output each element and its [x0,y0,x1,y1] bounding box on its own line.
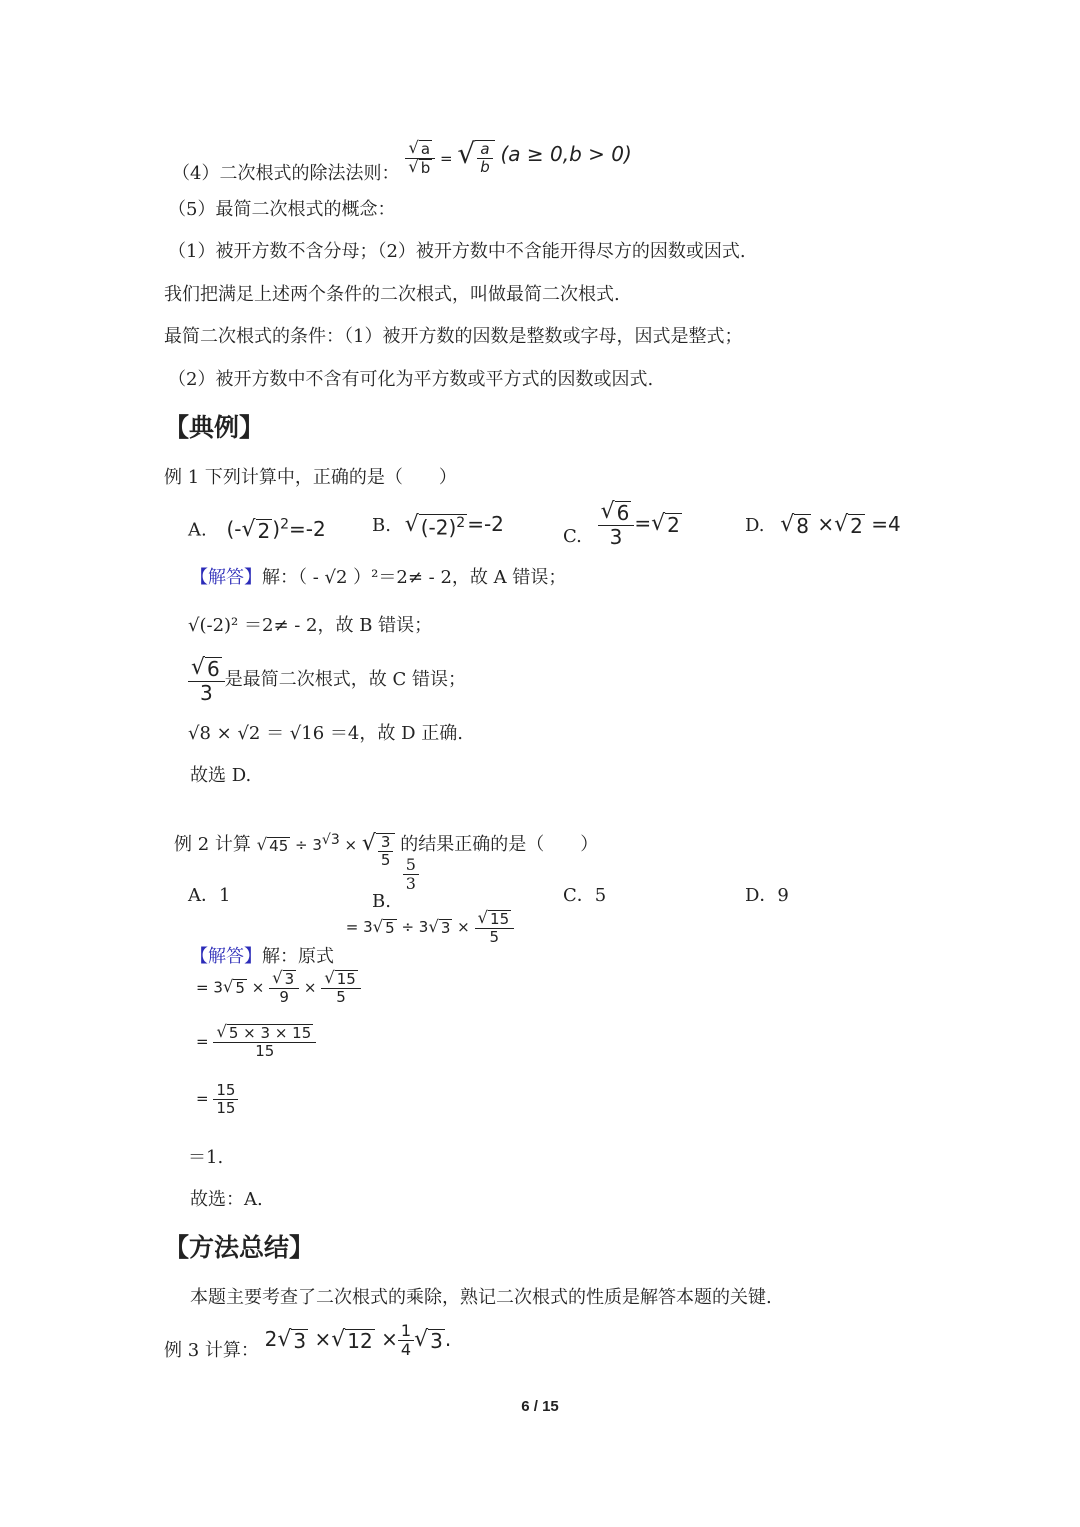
rule4-rhs-den: b [480,157,490,176]
ex1-question: 例 1 下列计算中，正确的是（ ） [164,467,457,488]
ex1-solution-line3: √ 6 3 是最简二次根式，故 C 错误； [188,656,466,706]
ex2-step4-num: 15 [213,1082,238,1100]
ex1-option-b: B. √ $(-2)^2$ =-2 [372,512,504,540]
ex2-question [174,800,599,869]
ex2-step2: = 3 √ 5 × √ 3 9 × √ 15 5 [196,970,361,1006]
ex1-option-a: A. (- √ 2 )$^2$=-2 [188,516,326,543]
ex2-option-b-num: 5 [403,856,419,875]
ex1-option-a-label: A. [188,519,207,541]
method-summary: 本题主要考查了二次根式的乘除，熟记二次根式的性质是解答本题的关键. [190,1287,772,1308]
heading-method: 【方法总结】 [164,1233,315,1262]
ex1-option-b-label: B. [372,515,391,536]
ex2-step3: = √ 5 × 3 × 15 15 [196,1024,316,1060]
ex2-step4: = $\frac{15}{15}$ [196,1082,238,1116]
ex2-step4-den: 15 [216,1098,236,1117]
ex1-solution-text1: 解：（ - √2 ）²＝2≠ - 2，故 A 错误； [262,567,567,588]
ex3-question [164,1322,451,1372]
rule4-prefix: （4）二次根式的除法法则： [172,163,400,184]
ex2-option-b-den: 3 [405,873,416,893]
ex1-solution-line1 [190,566,566,590]
ex2-choice: 故选：A. [190,1189,263,1210]
ex3-expression: 2 √ 3 × √ 12 × $\frac{1}{4}$ √ 3 . [264,1321,452,1359]
page-number: 6 / 15 [521,1398,559,1415]
ex1-option-d-label: D. [745,515,765,536]
ex2-option-a: A．1 [188,885,231,906]
ex2-question-suffix: 的结果正确的是（ ） [400,834,599,855]
ex1-solution-line2: √(-2)² ＝2≠ - 2，故 B 错误； [188,615,433,636]
rule5-requirement-1: 最简二次根式的条件：（1）被开方数的因数是整数或字母，因式是整式； [164,326,743,347]
rule4-condition: (a ≥ 0,b > 0) [500,142,632,166]
ex2-solution-label: 【解答】 [190,946,262,968]
ex1-option-c-label: C. [563,525,582,547]
ex2-option-b-label: B. [372,891,391,913]
rule4-lhs-den: b [420,159,431,178]
rule5-definition: 我们把满足上述两个条件的二次根式，叫做最简二次根式. [164,284,620,305]
ex2-step1: = 3 √ 5 ÷ 3 √ 3 × √ 15 5 [346,918,514,936]
rule4-lhs-num: a [420,140,431,158]
ex2-result: ＝1. [188,1147,224,1168]
ex1-solution-text3: 是最简二次根式，故 C 错误； [224,669,466,690]
ex1-solution-label: 【解答】 [190,567,262,588]
ex2-option-c: C．5 [563,885,607,906]
rule4-rhs-num: a [477,141,492,159]
ex2-question-prefix: 例 2 计算 [174,834,251,855]
heading-example: 【典例】 [164,413,265,442]
ex2-solution-intro: 解：原式 [262,946,334,968]
ex1-option-d: D. √ 8 × √ 2 =4 [745,512,901,538]
rule5-requirement-2: （2）被开方数中不含有可化为平方数或平方式的因数或因式. [168,369,654,390]
ex1-option-c: C. √ 6 3 = √ 2 [563,499,680,549]
ex3-prefix: 例 3 计算： [164,1339,259,1361]
ex2-solution-line1 [190,908,514,968]
ex2-option-d: D．9 [745,885,789,906]
rule4-eq: = [440,149,453,168]
ex2-expression: √ 45 ÷ 3√3 × √ 3 5 [257,836,401,854]
ex1-solution-line4: √8 × √2 ＝ √16 ＝4，故 D 正确. [188,723,463,744]
rule4-line: （4）二次根式的除法法则： √ a √ b = √ $\frac{a}{b}$ (a ≥ 0,b > 0) [172,137,632,184]
rule5-title: （5）最简二次根式的概念： [168,199,396,220]
rule5-conditions: （1）被开方数不含分母；（2）被开方数中不含能开得尽方的因数或因式. [168,241,746,262]
ex2-option-b [372,855,419,913]
ex1-solution-line5: 故选 D. [190,765,252,786]
